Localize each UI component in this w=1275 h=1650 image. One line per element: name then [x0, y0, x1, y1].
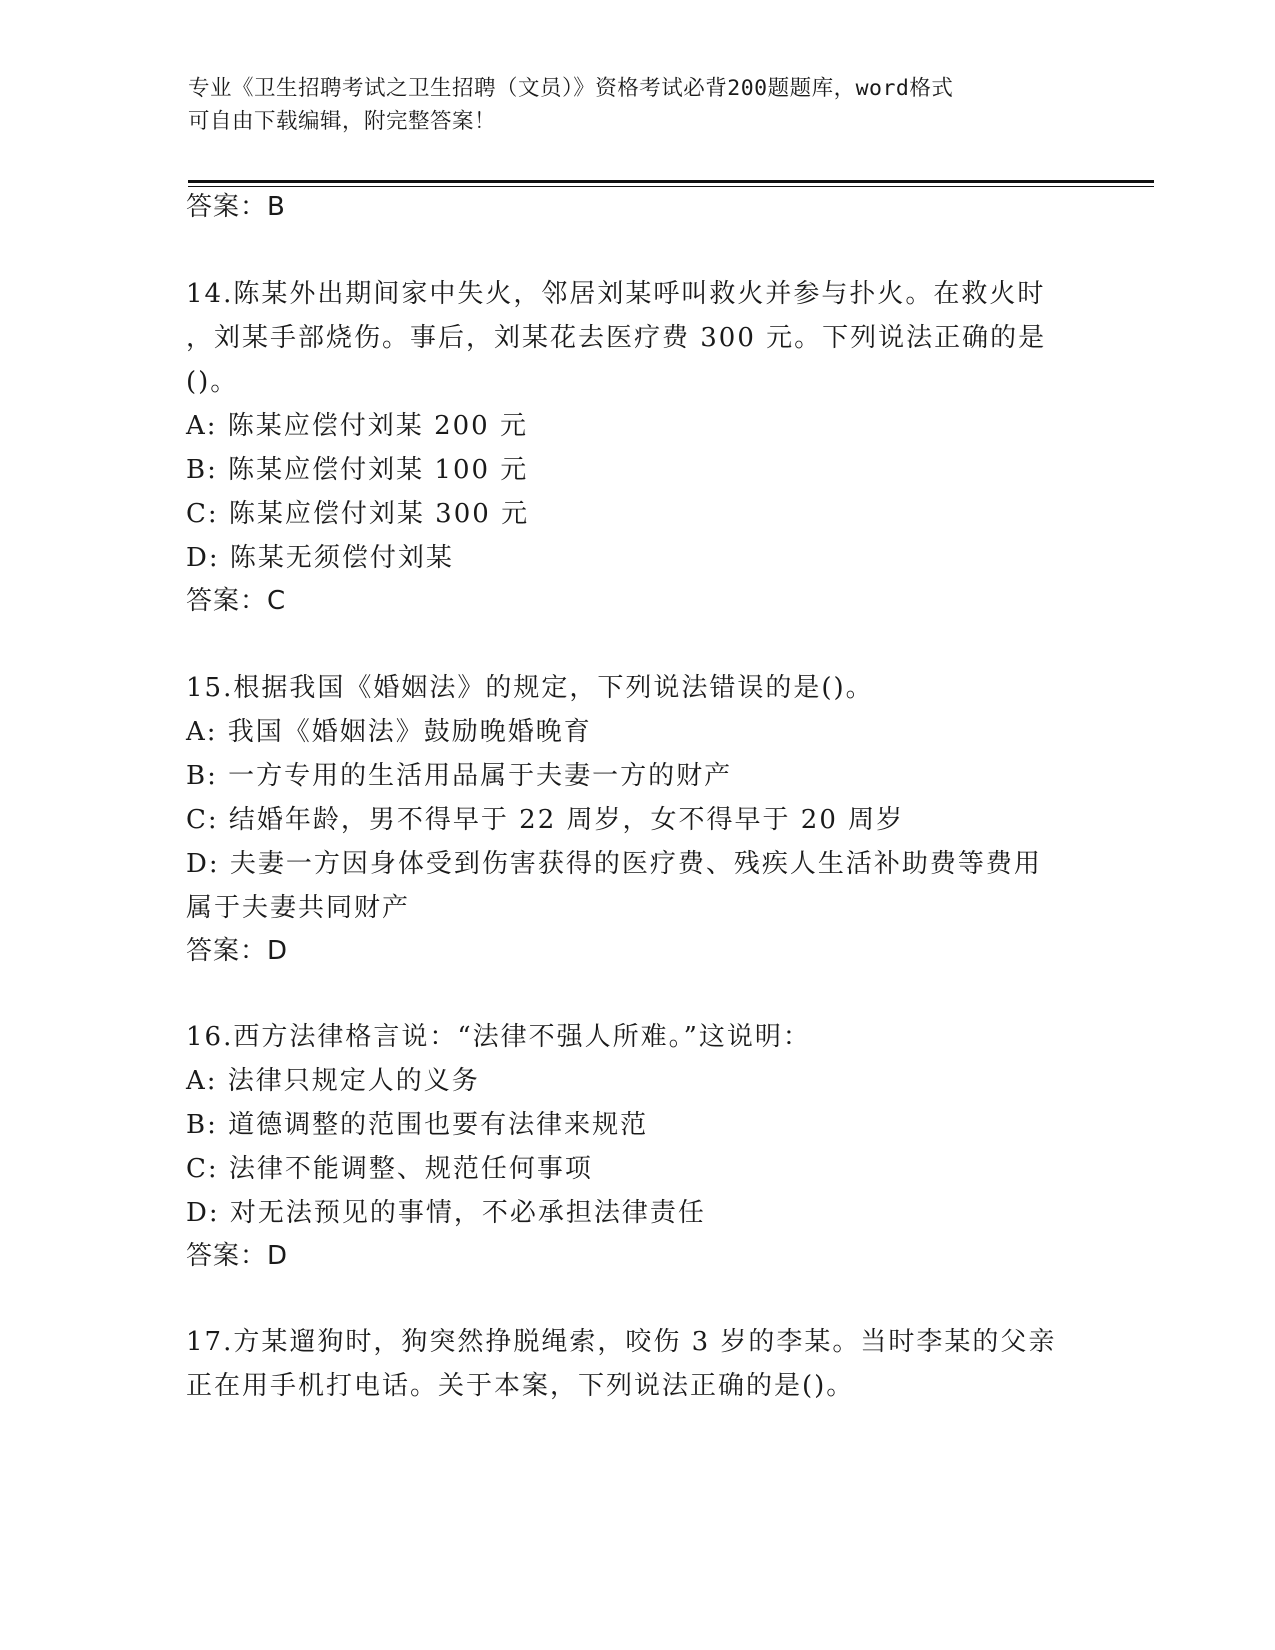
- q17-stem-line-1: 17.方某遛狗时，狗突然挣脱绳索，咬伤 3 岁的李某。当时李某的父亲: [186, 1327, 1057, 1357]
- q16-stem-line-1: 16.西方法律格言说：“法律不强人所难。”这说明：: [186, 1022, 811, 1052]
- header-rule-thick: [188, 180, 1154, 183]
- q16-option-d: D: 对无法预见的事情，不必承担法律责任: [186, 1198, 706, 1228]
- q14-option-b: B: 陈某应偿付刘某 100 元: [186, 455, 529, 485]
- document-header: [188, 72, 1088, 138]
- header-line-2: 可自由下载编辑，附完整答案！: [188, 109, 497, 134]
- q14-option-d: D: 陈某无须偿付刘某: [186, 543, 454, 573]
- q14-stem-line-2: ，刘某手部烧伤。事后，刘某花去医疗费 300 元。下列说法正确的是: [186, 323, 1047, 353]
- q15-option-c: C: 结婚年龄，男不得早于 22 周岁，女不得早于 20 周岁: [186, 805, 905, 835]
- q15-option-d-continued: 属于夫妻共同财产: [186, 893, 411, 923]
- q15-answer: 答案：D: [186, 936, 289, 966]
- q16-answer: 答案：D: [186, 1241, 289, 1271]
- q15-option-d: D: 夫妻一方因身体受到伤害获得的医疗费、残疾人生活补助费等费用: [186, 849, 1042, 879]
- q16-option-b: B: 道德调整的范围也要有法律来规范: [186, 1110, 649, 1140]
- q15-option-a: A: 我国《婚姻法》鼓励晚婚晚育: [186, 717, 592, 747]
- q14-stem-line-3: ()。: [186, 367, 239, 397]
- q17-stem-line-2: 正在用手机打电话。关于本案，下列说法正确的是()。: [186, 1371, 855, 1401]
- header-line-1: 专业《卫生招聘考试之卫生招聘（文员）》资格考试必背200题题库，word格式: [188, 76, 954, 101]
- q14-stem-line-1: 14.陈某外出期间家中失火，邻居刘某呼叫救火并参与扑火。在救火时: [186, 279, 1046, 309]
- q14-option-a: A: 陈某应偿付刘某 200 元: [186, 411, 528, 441]
- q15-option-b: B: 一方专用的生活用品属于夫妻一方的财产: [186, 761, 733, 791]
- header-rule-thin: [188, 186, 1154, 187]
- q15-stem-line-1: 15.根据我国《婚姻法》的规定，下列说法错误的是()。: [186, 673, 874, 703]
- q16-option-a: A: 法律只规定人的义务: [186, 1066, 480, 1096]
- q14-option-c: C: 陈某应偿付刘某 300 元: [186, 499, 530, 529]
- q14-answer: 答案：C: [186, 586, 287, 616]
- q16-option-c: C: 法律不能调整、规范任何事项: [186, 1154, 593, 1184]
- answer-q13: 答案：B: [186, 192, 286, 222]
